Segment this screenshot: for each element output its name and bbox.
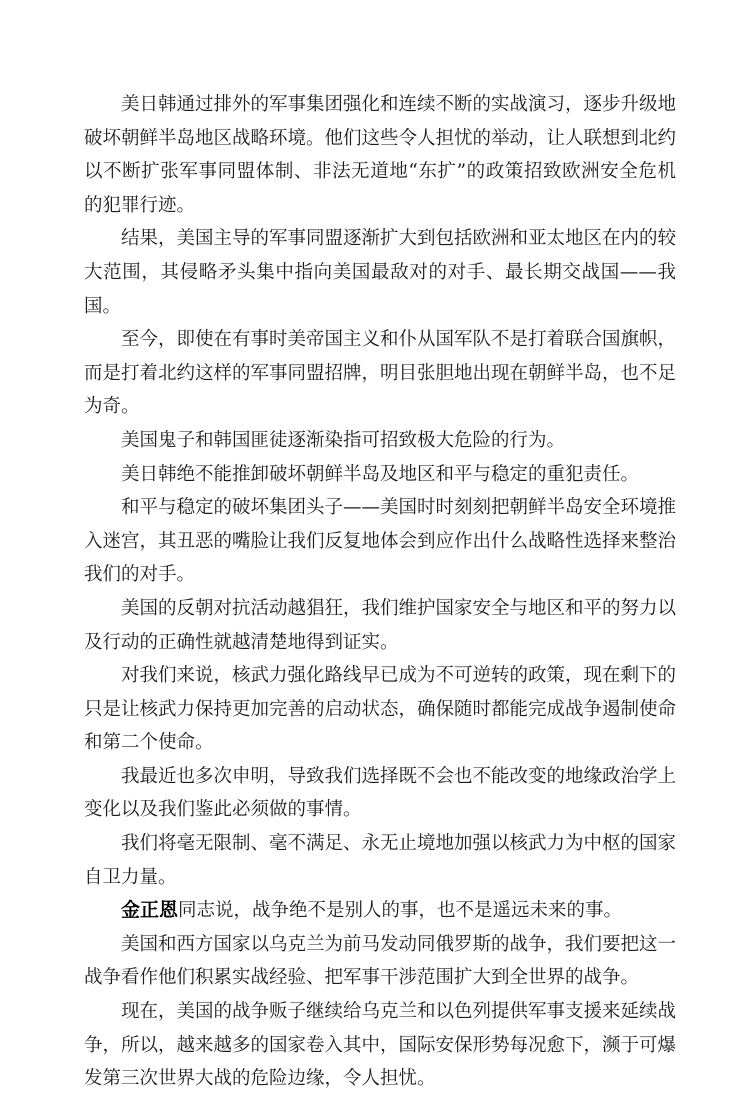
paragraph-5: 美日韩绝不能推卸破坏朝鲜半岛及地区和平与稳定的重犯责任。 [121, 463, 640, 485]
paragraph-13: 现在，美国的战争贩子继续给乌克兰和以色列提供军事支援来延续战争，所以，越来越多的国家卷入其中，国际安保形势每况愈下，濒于可爆发第三次世界大战的危险边缘，令人担忧。 [84, 1001, 677, 1090]
paragraph-7: 美国的反朝对抗活动越猖狂，我们维护国家安全与地区和平的努力以及行动的正确性就越清楚地得到证实。 [84, 597, 677, 653]
paragraph-3: 至今，即使在有事时美帝国主义和仆从国军队不是打着联合国旗帜，而是打着北约这样的军事同盟招牌，明目张胆地出现在朝鲜半岛，也不足为奇。 [84, 329, 677, 418]
paragraph-4: 美国鬼子和韩国匪徒逐渐染指可招致极大危险的行为。 [121, 429, 566, 451]
leader-quote-text: 同志说，战争绝不是别人的事，也不是遥远未来的事。 [178, 900, 623, 922]
paragraph-12: 美国和西方国家以乌克兰为前马发动同俄罗斯的战争，我们要把这一战争看作他们积累实战经验、把军事干涉范围扩大到全世界的战争。 [84, 933, 677, 989]
paragraph-8: 对我们来说，核武力强化路线早已成为不可逆转的政策，现在剩下的只是让核武力保持更加完善的启动状态，确保随时都能完成战争遏制使命和第二个使命。 [84, 665, 677, 754]
leader-quote-paragraph [84, 894, 676, 928]
paragraph-9: 我最近也多次申明，导致我们选择既不会也不能改变的地缘政治学上变化以及我们鉴此必须做的事情。 [84, 765, 677, 821]
paragraph-6: 和平与稳定的破坏集团头子——美国时时刻刻把朝鲜半岛安全环境推入迷宫，其丑恶的嘴脸让我们反复地体会到应作出什么战略性选择来整治我们的对手。 [84, 497, 677, 586]
paragraph-1: 美日韩通过排外的军事集团强化和连续不断的实战演习，逐步升级地破坏朝鲜半岛地区战略环境。他们这些令人担忧的举动，让人联想到北约以不断扩张军事同盟体制、非法无道地“东扩”的政策招致欧洲安全危机的犯罪行迹。 [84, 94, 677, 216]
paragraph-10: 我们将毫无限制、毫不满足、永无止境地加强以核武力为中枢的国家自卫力量。 [84, 833, 677, 888]
paragraph-2: 结果，美国主导的军事同盟逐渐扩大到包括欧洲和亚太地区在内的较大范围，其侵略矛头集中指向美国最敌对的对手、最长期交战国——我国。 [84, 228, 677, 317]
leader-name: 金正恩 [121, 899, 179, 922]
article-body [84, 88, 676, 1096]
